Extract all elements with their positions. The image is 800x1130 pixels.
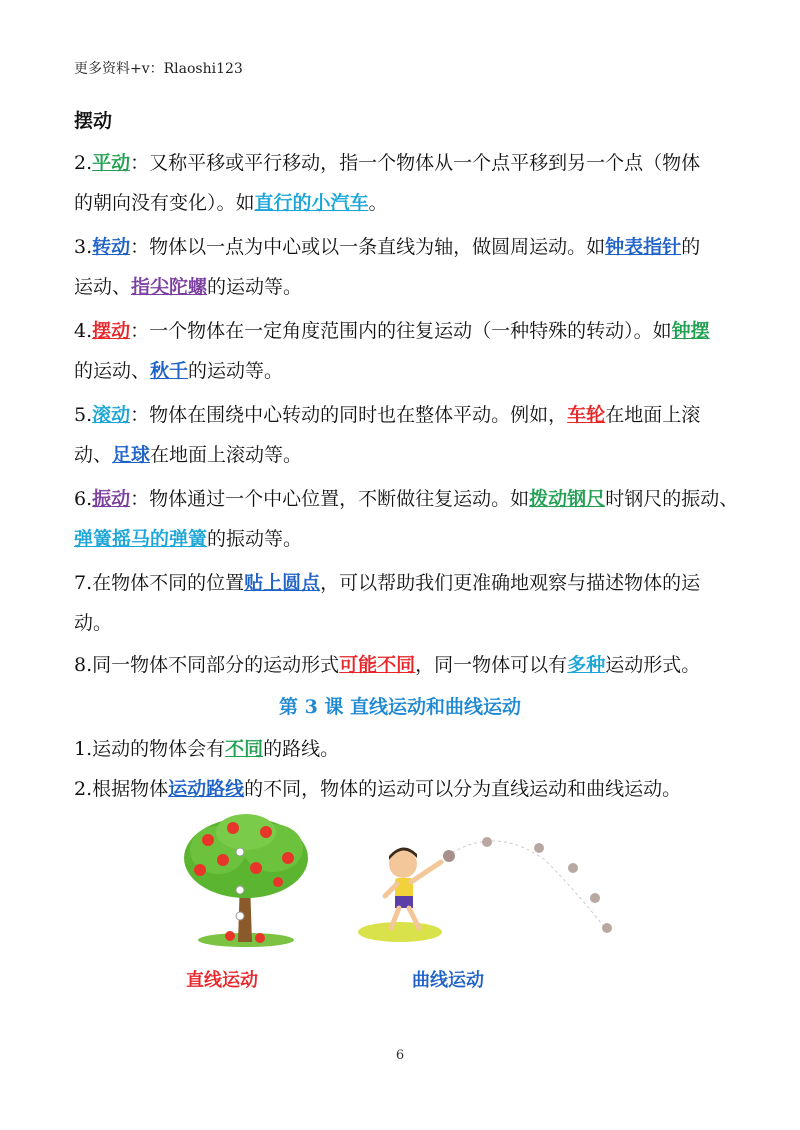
item-text: 时钢尺的振动、 <box>605 488 739 510</box>
item-3-line-2 <box>74 274 302 300</box>
item-text: 运动形式。 <box>605 654 701 676</box>
term-vibration: 振动 <box>92 488 131 510</box>
item-text: 运动的物体会有 <box>92 738 226 760</box>
lesson-item-1 <box>74 736 339 762</box>
item-number: 1. <box>74 738 93 760</box>
item-text: 根据物体 <box>92 778 169 800</box>
item-text: ：物体通过一个中心位置，不断做往复运动。如 <box>130 488 530 510</box>
item-text: 的振动等。 <box>207 528 303 550</box>
item-3-line-1 <box>74 234 700 260</box>
highlight-motion-path: 运动路线 <box>168 778 245 800</box>
lesson-item-2 <box>74 776 681 802</box>
item-number: 2. <box>74 152 93 174</box>
example-clock-hands: 钟表指针 <box>605 236 682 258</box>
item-5-line-2 <box>74 442 302 468</box>
item-text: ：物体以一点为中心或以一条直线为轴，做圆周运动。如 <box>130 236 606 258</box>
page-header: 更多资料+v：Rlaoshi123 <box>74 61 243 77</box>
example-spring-horse: 弹簧摇马的弹簧 <box>74 528 208 550</box>
apple-tree-icon <box>178 810 313 950</box>
item-number: 4. <box>74 320 93 342</box>
section-title: 摆动 <box>74 110 113 132</box>
item-number: 3. <box>74 236 93 258</box>
highlight-multiple: 多种 <box>567 654 606 676</box>
item-text: 的运动、 <box>74 360 151 382</box>
example-car: 直行的小汽车 <box>254 192 369 214</box>
item-text: 的朝向没有变化）。如 <box>74 192 255 214</box>
term-translation: 平动 <box>92 152 131 174</box>
highlight-different: 不同 <box>225 738 264 760</box>
item-text: 在地面上滚 <box>605 404 701 426</box>
example-pendulum: 钟摆 <box>671 320 710 342</box>
item-6-line-2 <box>74 526 302 552</box>
item-text: 的运动等。 <box>188 360 284 382</box>
item-text: 动、 <box>74 444 113 466</box>
lesson-title: 第 3 课 直线运动和曲线运动 <box>278 696 522 718</box>
item-text: 的路线。 <box>263 738 340 760</box>
item-text: 的不同，物体的运动可以分为直线运动和曲线运动。 <box>244 778 682 800</box>
highlight-may-differ: 可能不同 <box>339 654 416 676</box>
item-text: 。 <box>368 192 388 214</box>
item-text: ：一个物体在一定角度范围内的往复运动（一种特殊的转动）。如 <box>130 320 672 342</box>
page-number: 6 <box>395 1048 405 1063</box>
item-number: 5. <box>74 404 93 426</box>
item-text: ：又称平移或平行移动，指一个物体从一个点平移到另一个点（物体 <box>130 152 701 174</box>
caption-curve-motion: 曲线运动 <box>412 970 484 991</box>
caption-straight-motion: 直线运动 <box>186 970 258 991</box>
example-football: 足球 <box>112 444 151 466</box>
boy-throwing-icon <box>355 830 625 950</box>
item-2-line-1 <box>74 150 700 176</box>
highlight-dots: 贴上圆点 <box>244 572 321 594</box>
item-5-line-1 <box>74 402 700 428</box>
item-number: 8. <box>74 654 93 676</box>
item-text: ，可以帮助我们更准确地观察与描述物体的运 <box>320 572 701 594</box>
item-number: 2. <box>74 778 93 800</box>
item-6-line-1 <box>74 486 738 512</box>
item-number: 6. <box>74 488 93 510</box>
apple-tree-illustration <box>178 810 313 950</box>
example-swing-seat: 秋千 <box>150 360 189 382</box>
item-7-line-2 <box>74 610 112 636</box>
item-text: 同一物体不同部分的运动形式 <box>92 654 340 676</box>
term-rotation: 转动 <box>92 236 131 258</box>
boy-throwing-ball-illustration <box>355 830 625 950</box>
item-text: 动。 <box>74 612 113 634</box>
item-8-line-1 <box>74 652 700 678</box>
item-text: 的运动等。 <box>207 276 303 298</box>
example-wheel: 车轮 <box>567 404 606 426</box>
term-swing: 摆动 <box>92 320 131 342</box>
example-fidget-spinner: 指尖陀螺 <box>131 276 208 298</box>
example-steel-ruler: 拨动钢尺 <box>529 488 606 510</box>
item-number: 7. <box>74 572 93 594</box>
item-text: ，同一物体可以有 <box>415 654 568 676</box>
item-4-line-2 <box>74 358 283 384</box>
item-4-line-1 <box>74 318 710 344</box>
item-text: 运动、 <box>74 276 132 298</box>
term-rolling: 滚动 <box>92 404 131 426</box>
item-2-line-2 <box>74 190 388 216</box>
item-text: ：物体在围绕中心转动的同时也在整体平动。例如， <box>130 404 568 426</box>
item-text: 在地面上滚动等。 <box>150 444 303 466</box>
item-7-line-1 <box>74 570 700 596</box>
item-text: 在物体不同的位置 <box>92 572 245 594</box>
item-text: 的 <box>681 236 701 258</box>
